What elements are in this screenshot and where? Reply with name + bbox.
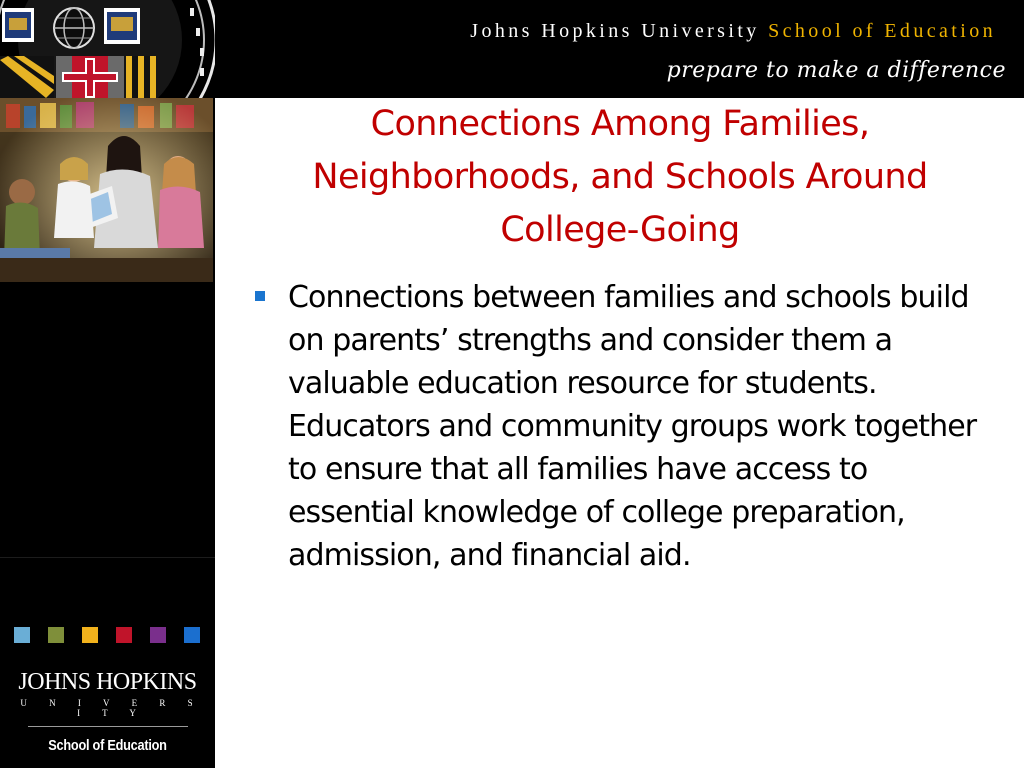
university-seal-icon — [0, 0, 215, 98]
tagline: prepare to make a difference — [666, 58, 1006, 83]
swatch-light-blue — [14, 627, 30, 643]
swatch-blue — [184, 627, 200, 643]
swatch-gold — [82, 627, 98, 643]
logo-school: School of Education — [48, 737, 167, 754]
sidebar-divider — [0, 557, 215, 558]
university-name: Johns Hopkins University — [470, 20, 760, 42]
bullet-item — [250, 276, 990, 577]
swatch-purple — [150, 627, 166, 643]
seal-graphic — [0, 0, 215, 98]
color-swatches — [14, 627, 200, 643]
bullet-text: Connections between families and schools build on parents’ strengths and consider them a valuable education resource for students. Educators and community groups work together to ensure that all families have access to essential knowledge of college preparation, admission, and financial aid. — [288, 280, 977, 573]
header-title — [470, 20, 996, 43]
jhu-logo — [0, 668, 215, 754]
swatch-olive — [48, 627, 64, 643]
swatch-red — [116, 627, 132, 643]
logo-name: JOHNS HOPKINS — [18, 669, 197, 695]
school-name: School of Education — [768, 20, 996, 42]
bullet-square-icon — [255, 291, 265, 301]
header-banner — [0, 0, 1024, 98]
logo-rule — [28, 726, 188, 727]
slide-title: Connections Among Families, Neighborhoods, and Schools Around College-Going — [312, 104, 928, 250]
bullet-list — [250, 276, 990, 577]
classroom-photo — [0, 98, 213, 282]
sidebar — [0, 98, 215, 768]
logo-subtitle: U N I V E R S I T Y — [20, 698, 203, 718]
maryland-flag-icon — [0, 56, 156, 98]
